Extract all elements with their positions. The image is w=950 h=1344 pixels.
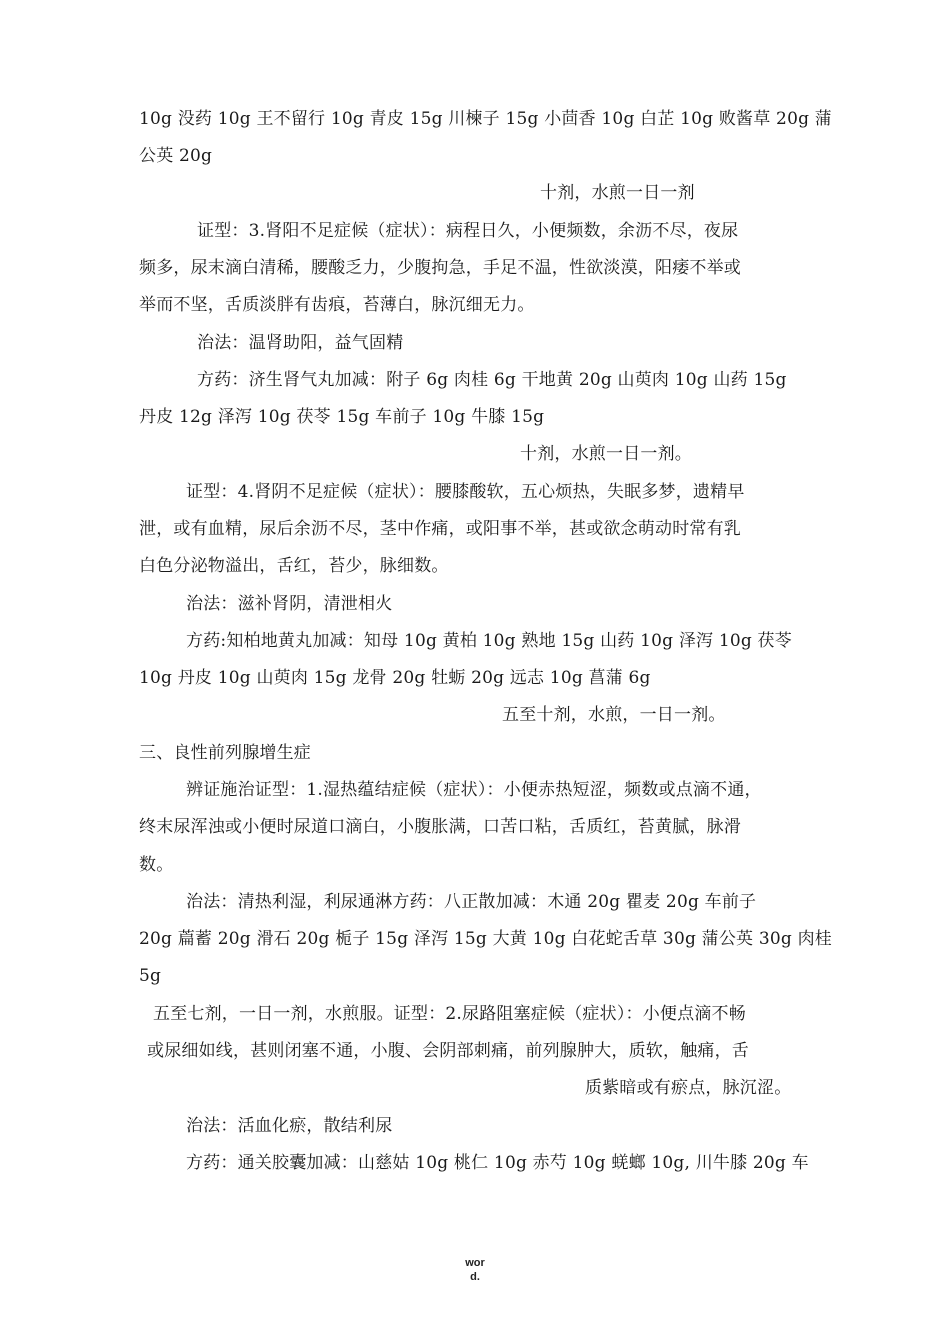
text-line: 五至十剂，水煎，一日一剂。 (502, 705, 726, 725)
text-line: 五至七剂，一日一剂，水煎服。证型：2.尿路阻塞症候（症状）：小便点滴不畅 (153, 1004, 746, 1024)
text-line: 方药:知柏地黄丸加减：知母 10g 黄柏 10g 熟地 15g 山药 10g 泽泻 10g 茯苓 (186, 631, 792, 651)
text-line: 十剂，水煎一日一剂。 (520, 444, 692, 464)
page-footer (0, 1256, 950, 1284)
text-line: 白色分泌物溢出，舌红，苔少，脉细数。 (139, 556, 449, 576)
text-line: 十剂，水煎一日一剂 (540, 183, 695, 203)
text-line: 丹皮 12g 泽泻 10g 茯苓 15g 车前子 10g 牛膝 15g (139, 407, 545, 427)
text-line: 5g (139, 966, 162, 986)
text-line: 泄，或有血精，尿后余沥不尽，茎中作痛，或阳事不举，甚或欲念萌动时常有乳 (139, 519, 741, 539)
text-line: 频多，尿末滴白清稀，腰酸乏力，少腹拘急，手足不温，性欲淡漠，阳痿不举或 (139, 258, 741, 278)
footer-line: wor (465, 1257, 485, 1269)
text-line: 辨证施治证型：1.湿热蕴结症候（症状）：小便赤热短涩，频数或点滴不通， (186, 780, 762, 800)
text-line: 或尿细如线，甚则闭塞不通，小腹、会阴部刺痛，前列腺肿大，质软，触痛，舌 (147, 1041, 749, 1061)
text-line: 10g 没药 10g 王不留行 10g 青皮 15g 川楝子 15g 小茴香 10g 白芷 10g 败酱草 20g 蒲 (139, 109, 832, 129)
text-line: 10g 丹皮 10g 山萸肉 15g 龙骨 20g 牡蛎 20g 远志 10g 菖蒲 6g (139, 668, 651, 688)
text-line: 治法：清热利湿，利尿通淋方药：八正散加减：木通 20g 瞿麦 20g 车前子 (186, 892, 757, 912)
text-line: 治法：温肾助阳，益气固精 (197, 333, 404, 353)
section-heading: 三、良性前列腺增生症 (139, 743, 311, 763)
text-line: 举而不坚，舌质淡胖有齿痕，苔薄白，脉沉细无力。 (139, 295, 535, 315)
text-line: 方药：通关胶囊加减：山慈姑 10g 桃仁 10g 赤芍 10g 蜣螂 10g, 川牛膝 20g 车 (186, 1153, 809, 1173)
text-line: 证型：4.肾阴不足症候（症状）：腰膝酸软，五心烦热，失眠多梦，遗精早 (186, 482, 745, 502)
text-line: 终末尿浑浊或小便时尿道口滴白，小腹胀满，口苦口粘，舌质红，苔黄腻，脉滑 (139, 817, 741, 837)
text-line: 治法：活血化瘀，散结利尿 (186, 1116, 393, 1136)
text-line: 数。 (139, 855, 174, 875)
text-line: 方药：济生肾气丸加减：附子 6g 肉桂 6g 干地黄 20g 山萸肉 10g 山药 15g (197, 370, 787, 390)
text-line: 20g 萹蓄 20g 滑石 20g 栀子 15g 泽泻 15g 大黄 10g 白花蛇舌草 30g 蒲公英 30g 肉桂 (139, 929, 832, 949)
text-line: 公英 20g (139, 146, 213, 166)
text-line: 质紫暗或有瘀点，脉沉涩。 (585, 1078, 792, 1098)
text-line: 治法：滋补肾阴，清泄相火 (186, 594, 393, 614)
text-line: 证型：3.肾阳不足症候（症状）：病程日久，小便频数，余沥不尽，夜尿 (197, 221, 739, 241)
footer-line: d. (470, 1271, 480, 1283)
